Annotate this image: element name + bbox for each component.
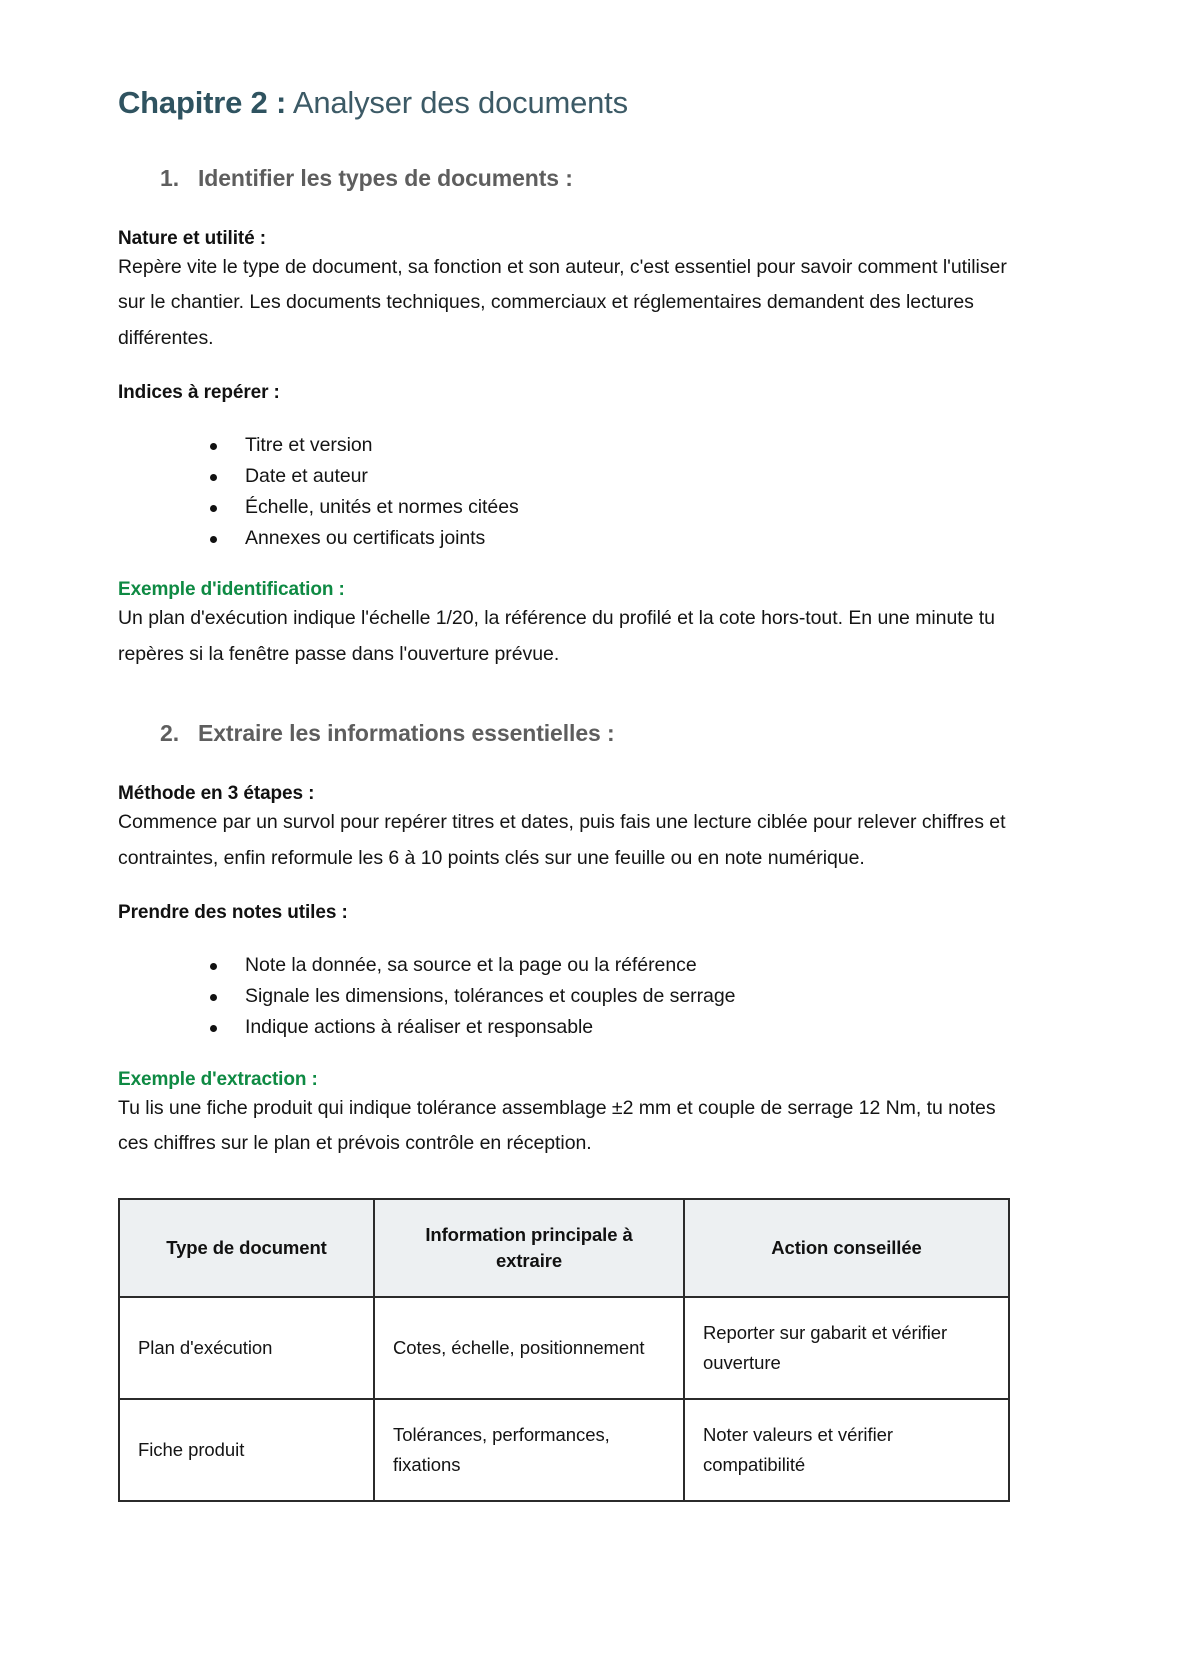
table-header-cell-type: Type de document (119, 1199, 374, 1298)
list-item: Échelle, unités et normes citées (118, 492, 1008, 523)
summary-table (118, 1198, 1010, 1502)
table-header-row (119, 1199, 1009, 1298)
list-item: Annexes ou certificats joints (118, 523, 1008, 554)
table-body (119, 1297, 1009, 1501)
section-number-1: 1. (160, 164, 179, 191)
table-cell-info: Tolérances, performances, fixations (374, 1399, 684, 1501)
table-cell-action: Reporter sur gabarit et vérifier ouverture (684, 1297, 1009, 1399)
table-cell-action: Noter valeurs et vérifier compatibilité (684, 1399, 1009, 1501)
list-item: Indique actions à réaliser et responsable (118, 1012, 1008, 1043)
example-heading-extraction: Exemple d'extraction : (118, 1068, 318, 1090)
chapter-label: Chapitre 2 : (118, 85, 287, 120)
section-number-2: 2. (160, 720, 179, 747)
chapter-title-text: Analyser des documents (292, 85, 628, 120)
section-heading-2 (118, 720, 1008, 747)
table-cell-type: Plan d'exécution (119, 1297, 374, 1399)
table-row (119, 1399, 1009, 1501)
subheading-nature-et-utilite: Nature et utilité : (118, 227, 267, 249)
paragraph-nature-et-utilite: Repère vite le type de document, sa fonction et son auteur, c'est essentiel pour savoir comment l'utiliser sur le chantier. Les documents techniques, commerciaux et réglementaires demandent des lectures différentes. (118, 255, 1007, 349)
list-item: Note la donnée, sa source et la page ou la référence (118, 950, 1008, 981)
example-heading-identification: Exemple d'identification : (118, 579, 345, 601)
table-cell-info: Cotes, échelle, positionnement (374, 1297, 684, 1399)
section-title-2: Extraire les informations essentielles : (198, 720, 615, 747)
table-header-cell-action: Action conseillée (684, 1199, 1009, 1298)
list-item: Titre et version (118, 430, 1008, 461)
table-header-cell-info: Information principale à extraire (374, 1199, 684, 1298)
document-content (118, 0, 1008, 1502)
table-cell-type: Fiche produit (119, 1399, 374, 1501)
subheading-indices-a-reperer: Indices à repérer : (118, 382, 280, 404)
paragraph-methode-en-3-etapes: Commence par un survol pour repérer titres et dates, puis fais une lecture ciblée pour relever chiffres et contraintes, enfin reformule les 6 à 10 points clés sur une feuille ou en note numérique. (118, 811, 1006, 869)
example-text-extraction: Tu lis une fiche produit qui indique tolérance assemblage ±2 mm et couple de serrage 12 Nm, tu notes ces chiffres sur le plan et prévois contrôle en réception. (118, 1096, 996, 1155)
list-indices-a-reperer (118, 430, 1008, 553)
section-title-1: Identifier les types de documents : (198, 164, 573, 191)
section-heading-1 (118, 165, 1008, 192)
subheading-prendre-des-notes-utiles: Prendre des notes utiles : (118, 902, 348, 924)
page-title (118, 0, 1008, 123)
subheading-methode-en-3-etapes: Méthode en 3 étapes : (118, 783, 315, 805)
list-item: Date et auteur (118, 461, 1008, 492)
table-header (119, 1199, 1009, 1298)
table-row (119, 1297, 1009, 1399)
example-text-identification: Un plan d'exécution indique l'échelle 1/20, la référence du profilé et la cote hors-tout. En une minute tu repères si la fenêtre passe dans l'ouverture prévue. (118, 607, 995, 665)
list-prendre-des-notes-utiles (118, 950, 1008, 1042)
list-item: Signale les dimensions, tolérances et couples de serrage (118, 981, 1008, 1012)
